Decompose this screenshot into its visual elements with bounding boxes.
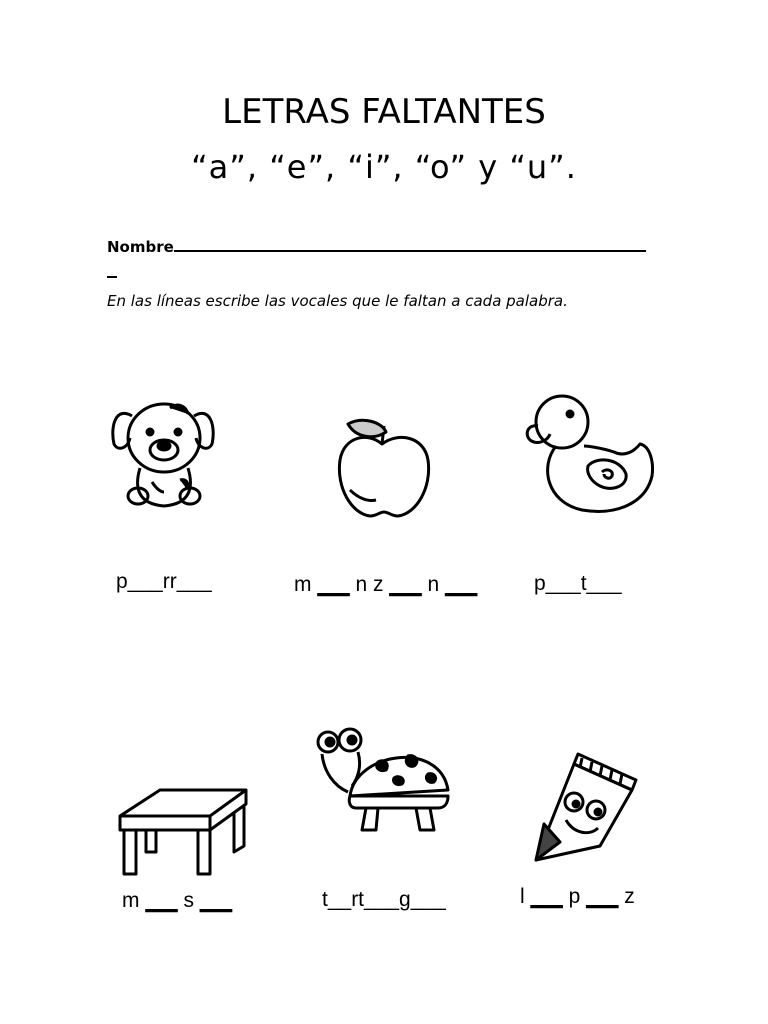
word-apple: m ▁▁ n z ▁▁ n ▁▁ <box>294 573 478 596</box>
pencil-icon <box>520 748 642 868</box>
word-duck: p___t___ <box>534 572 622 595</box>
name-label: Nombre <box>107 238 174 256</box>
instructions: En las líneas escribe las vocales que le faltan a cada palabra. <box>107 292 568 310</box>
turtle-icon <box>312 722 456 838</box>
duck-icon <box>522 386 662 518</box>
apple-icon <box>328 410 438 522</box>
name-line-tail <box>107 262 117 278</box>
table-icon <box>116 786 250 878</box>
word-turtle: t__rt___g___ <box>322 888 446 911</box>
page-subtitle: “a”, “e”, “i”, “o” y “u”. <box>191 148 577 186</box>
word-pencil: l ▁▁ p ▁▁ z <box>520 885 635 908</box>
name-line[interactable] <box>174 236 646 252</box>
name-field[interactable] <box>107 236 663 278</box>
word-dog: p___rr___ <box>116 570 212 593</box>
word-table: m ▁▁ s ▁▁ <box>122 889 233 912</box>
page-title: LETRAS FALTANTES <box>222 92 546 132</box>
dog-icon <box>108 388 218 516</box>
